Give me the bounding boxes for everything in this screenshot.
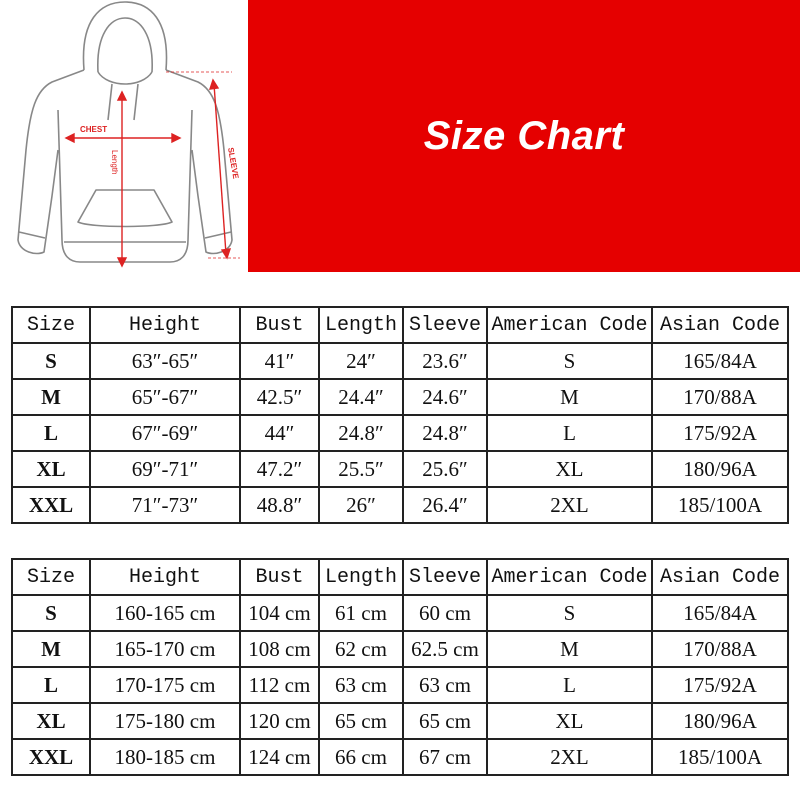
sleeve-cell: 65 cm	[403, 703, 487, 739]
american-code-cell: S	[487, 595, 652, 631]
american-code-cell: S	[487, 343, 652, 379]
asian-code-cell: 170/88A	[652, 631, 788, 667]
header-cell: Asian Code	[652, 559, 788, 595]
header-cell: Length	[319, 307, 403, 343]
header-cell: Size	[12, 559, 90, 595]
american-code-cell: L	[487, 667, 652, 703]
header-cell: American Code	[487, 559, 652, 595]
asian-code-cell: 175/92A	[652, 415, 788, 451]
table-row	[12, 667, 788, 703]
header-cell: Height	[90, 559, 240, 595]
american-code-cell: 2XL	[487, 487, 652, 523]
title-banner	[248, 0, 800, 272]
header-cell: Length	[319, 559, 403, 595]
length-cell: 63 cm	[319, 667, 403, 703]
table-header-row	[12, 559, 788, 595]
table-row	[12, 739, 788, 775]
size-cell: XXL	[12, 487, 90, 523]
sleeve-cell: 24.6″	[403, 379, 487, 415]
asian-code-cell: 175/92A	[652, 667, 788, 703]
table-header-row	[12, 307, 788, 343]
table-row	[12, 415, 788, 451]
size-cell: M	[12, 379, 90, 415]
height-cell: 160-165 cm	[90, 595, 240, 631]
table-row	[12, 703, 788, 739]
size-cell: L	[12, 415, 90, 451]
american-code-cell: M	[487, 631, 652, 667]
bust-cell: 44″	[240, 415, 319, 451]
height-cell: 71″-73″	[90, 487, 240, 523]
sleeve-cell: 62.5 cm	[403, 631, 487, 667]
sleeve-cell: 26.4″	[403, 487, 487, 523]
header-cell: Height	[90, 307, 240, 343]
size-cell: L	[12, 667, 90, 703]
length-cell: 26″	[319, 487, 403, 523]
header-cell: American Code	[487, 307, 652, 343]
size-table-inches	[11, 306, 789, 524]
header-cell: Asian Code	[652, 307, 788, 343]
size-table-cm	[11, 558, 789, 776]
banner-title: Size Chart	[423, 113, 625, 158]
asian-code-cell: 180/96A	[652, 451, 788, 487]
height-cell: 180-185 cm	[90, 739, 240, 775]
sleeve-cell: 63 cm	[403, 667, 487, 703]
length-cell: 24″	[319, 343, 403, 379]
length-cell: 25.5″	[319, 451, 403, 487]
bust-cell: 112 cm	[240, 667, 319, 703]
asian-code-cell: 185/100A	[652, 739, 788, 775]
american-code-cell: 2XL	[487, 739, 652, 775]
header-cell: Bust	[240, 307, 319, 343]
table-row	[12, 595, 788, 631]
height-cell: 175-180 cm	[90, 703, 240, 739]
height-cell: 170-175 cm	[90, 667, 240, 703]
height-cell: 65″-67″	[90, 379, 240, 415]
header-cell: Size	[12, 307, 90, 343]
bust-cell: 48.8″	[240, 487, 319, 523]
header-cell: Sleeve	[403, 307, 487, 343]
sleeve-cell: 25.6″	[403, 451, 487, 487]
size-cell: XL	[12, 451, 90, 487]
length-cell: 65 cm	[319, 703, 403, 739]
sleeve-cell: 24.8″	[403, 415, 487, 451]
sleeve-label: SLEEVE	[226, 146, 241, 180]
american-code-cell: XL	[487, 703, 652, 739]
american-code-cell: XL	[487, 451, 652, 487]
sleeve-cell: 23.6″	[403, 343, 487, 379]
bust-cell: 108 cm	[240, 631, 319, 667]
length-cell: 61 cm	[319, 595, 403, 631]
table-row	[12, 451, 788, 487]
table-row	[12, 487, 788, 523]
hoodie-diagram	[0, 0, 248, 272]
asian-code-cell: 165/84A	[652, 343, 788, 379]
sleeve-cell: 60 cm	[403, 595, 487, 631]
size-cell: XL	[12, 703, 90, 739]
bust-cell: 104 cm	[240, 595, 319, 631]
table-row	[12, 631, 788, 667]
table-row	[12, 343, 788, 379]
length-cell: 24.4″	[319, 379, 403, 415]
length-cell: 62 cm	[319, 631, 403, 667]
header-cell: Sleeve	[403, 559, 487, 595]
asian-code-cell: 180/96A	[652, 703, 788, 739]
bust-cell: 41″	[240, 343, 319, 379]
bust-cell: 42.5″	[240, 379, 319, 415]
height-cell: 165-170 cm	[90, 631, 240, 667]
height-cell: 63″-65″	[90, 343, 240, 379]
asian-code-cell: 165/84A	[652, 595, 788, 631]
size-cell: M	[12, 631, 90, 667]
size-cell: XXL	[12, 739, 90, 775]
size-cell: S	[12, 595, 90, 631]
hoodie-illustration	[0, 0, 248, 272]
length-label: Length	[110, 150, 119, 175]
header-cell: Bust	[240, 559, 319, 595]
asian-code-cell: 185/100A	[652, 487, 788, 523]
height-cell: 67″-69″	[90, 415, 240, 451]
table-row	[12, 379, 788, 415]
bust-cell: 124 cm	[240, 739, 319, 775]
asian-code-cell: 170/88A	[652, 379, 788, 415]
sleeve-cell: 67 cm	[403, 739, 487, 775]
length-cell: 66 cm	[319, 739, 403, 775]
size-cell: S	[12, 343, 90, 379]
american-code-cell: M	[487, 379, 652, 415]
length-cell: 24.8″	[319, 415, 403, 451]
american-code-cell: L	[487, 415, 652, 451]
bust-cell: 47.2″	[240, 451, 319, 487]
bust-cell: 120 cm	[240, 703, 319, 739]
height-cell: 69″-71″	[90, 451, 240, 487]
chest-label: CHEST	[80, 125, 108, 134]
